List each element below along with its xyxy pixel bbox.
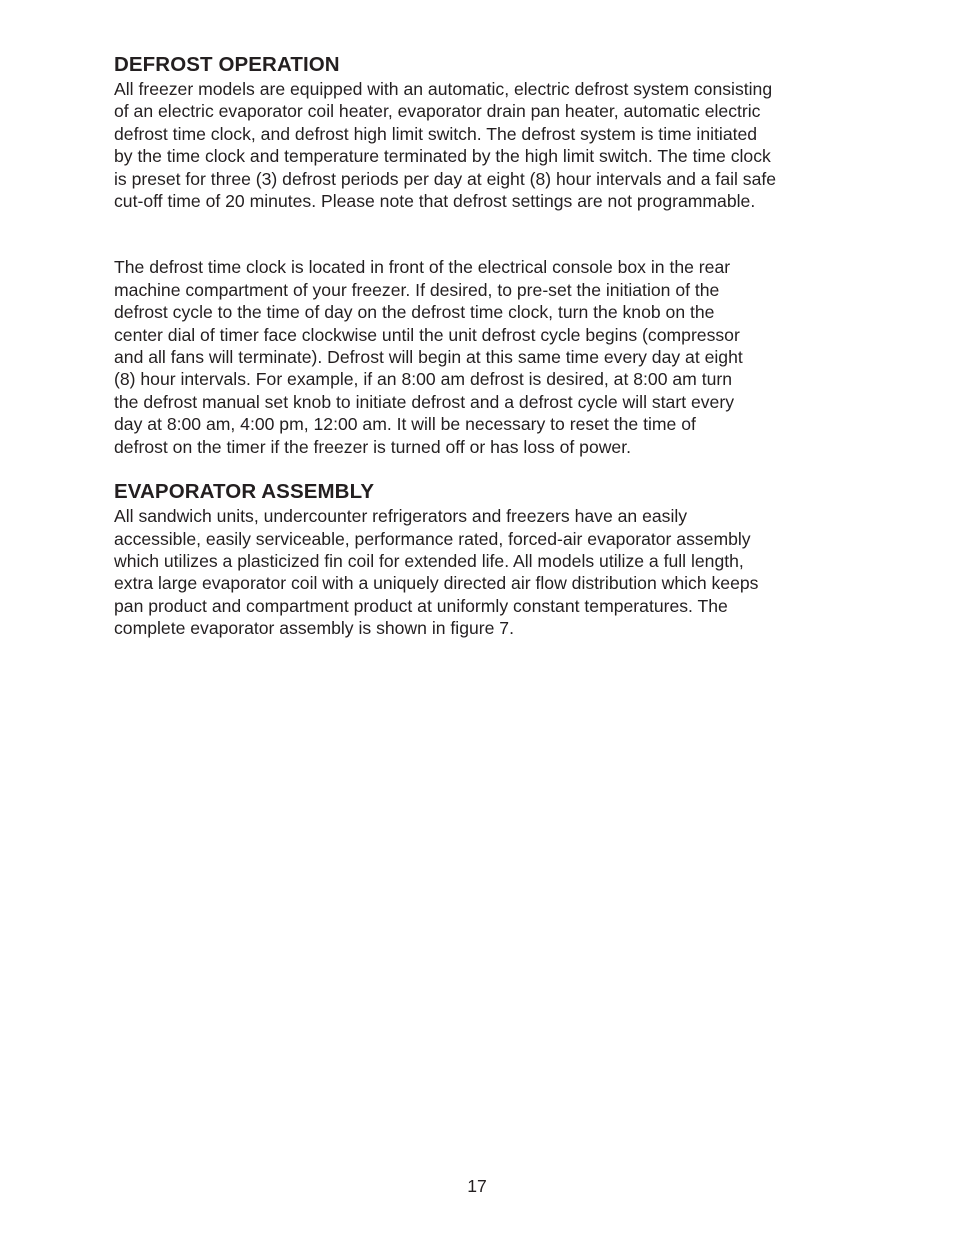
section-heading-evaporator-assembly: EVAPORATOR ASSEMBLY [114,480,375,504]
text-line: extra large evaporator coil with a uniquely directed air flow distribution which keeps [114,573,759,594]
text-line: day at 8:00 am, 4:00 pm, 12:00 am. It will be necessary to reset the time of [114,414,696,435]
page-content [114,52,844,640]
section-spacer [114,458,844,479]
paragraph-evaporator-assembly [114,505,844,639]
text-line: The defrost time clock is located in front of the electrical console box in the rear [114,257,731,278]
text-line: of an electric evaporator coil heater, evaporator drain pan heater, automatic electric [114,101,761,122]
text-line: defrost time clock, and defrost high limit switch. The defrost system is time initiated [114,123,758,144]
text-line: the defrost manual set knob to initiate defrost and a defrost cycle will start every [114,391,734,412]
text-line: All freezer models are equipped with an automatic, electric defrost system consisting [114,79,773,99]
text-line: machine compartment of your freezer. If desired, to pre-set the initiation of the [114,279,720,300]
paragraph-defrost-system [114,78,844,212]
text-line: All sandwich units, undercounter refrigerators and freezers have an easily [114,506,688,527]
section-heading-defrost-operation: DEFROST OPERATION [114,53,340,76]
text-line: pan product and compartment product at uniformly constant temperatures. The [114,595,728,616]
page-number: 17 [467,1176,487,1196]
text-line: accessible, easily serviceable, performance rated, forced-air evaporator assembly [114,528,751,549]
text-line: complete evaporator assembly is shown in figure 7. [114,618,514,639]
paragraph-defrost-time-clock [114,256,844,458]
paragraph-spacer [114,212,844,256]
text-line: defrost on the timer if the freezer is turned off or has loss of power. [114,436,631,457]
text-line: defrost cycle to the time of day on the defrost time clock, turn the knob on the [114,302,715,323]
text-line: cut-off time of 20 minutes. Please note that defrost settings are not programmable. [114,191,756,212]
text-line: (8) hour intervals. For example, if an 8:00 am defrost is desired, at 8:00 am turn [114,369,733,390]
text-line: by the time clock and temperature terminated by the high limit switch. The time clock [114,146,771,167]
text-line: center dial of timer face clockwise until the unit defrost cycle begins (compressor [114,324,740,345]
text-line: which utilizes a plasticized fin coil for extended life. All models utilize a full length, [114,550,744,571]
text-line: is preset for three (3) defrost periods per day at eight (8) hour intervals and a fail safe [114,168,777,189]
text-line: and all fans will terminate). Defrost will begin at this same time every day at eight [114,347,743,368]
